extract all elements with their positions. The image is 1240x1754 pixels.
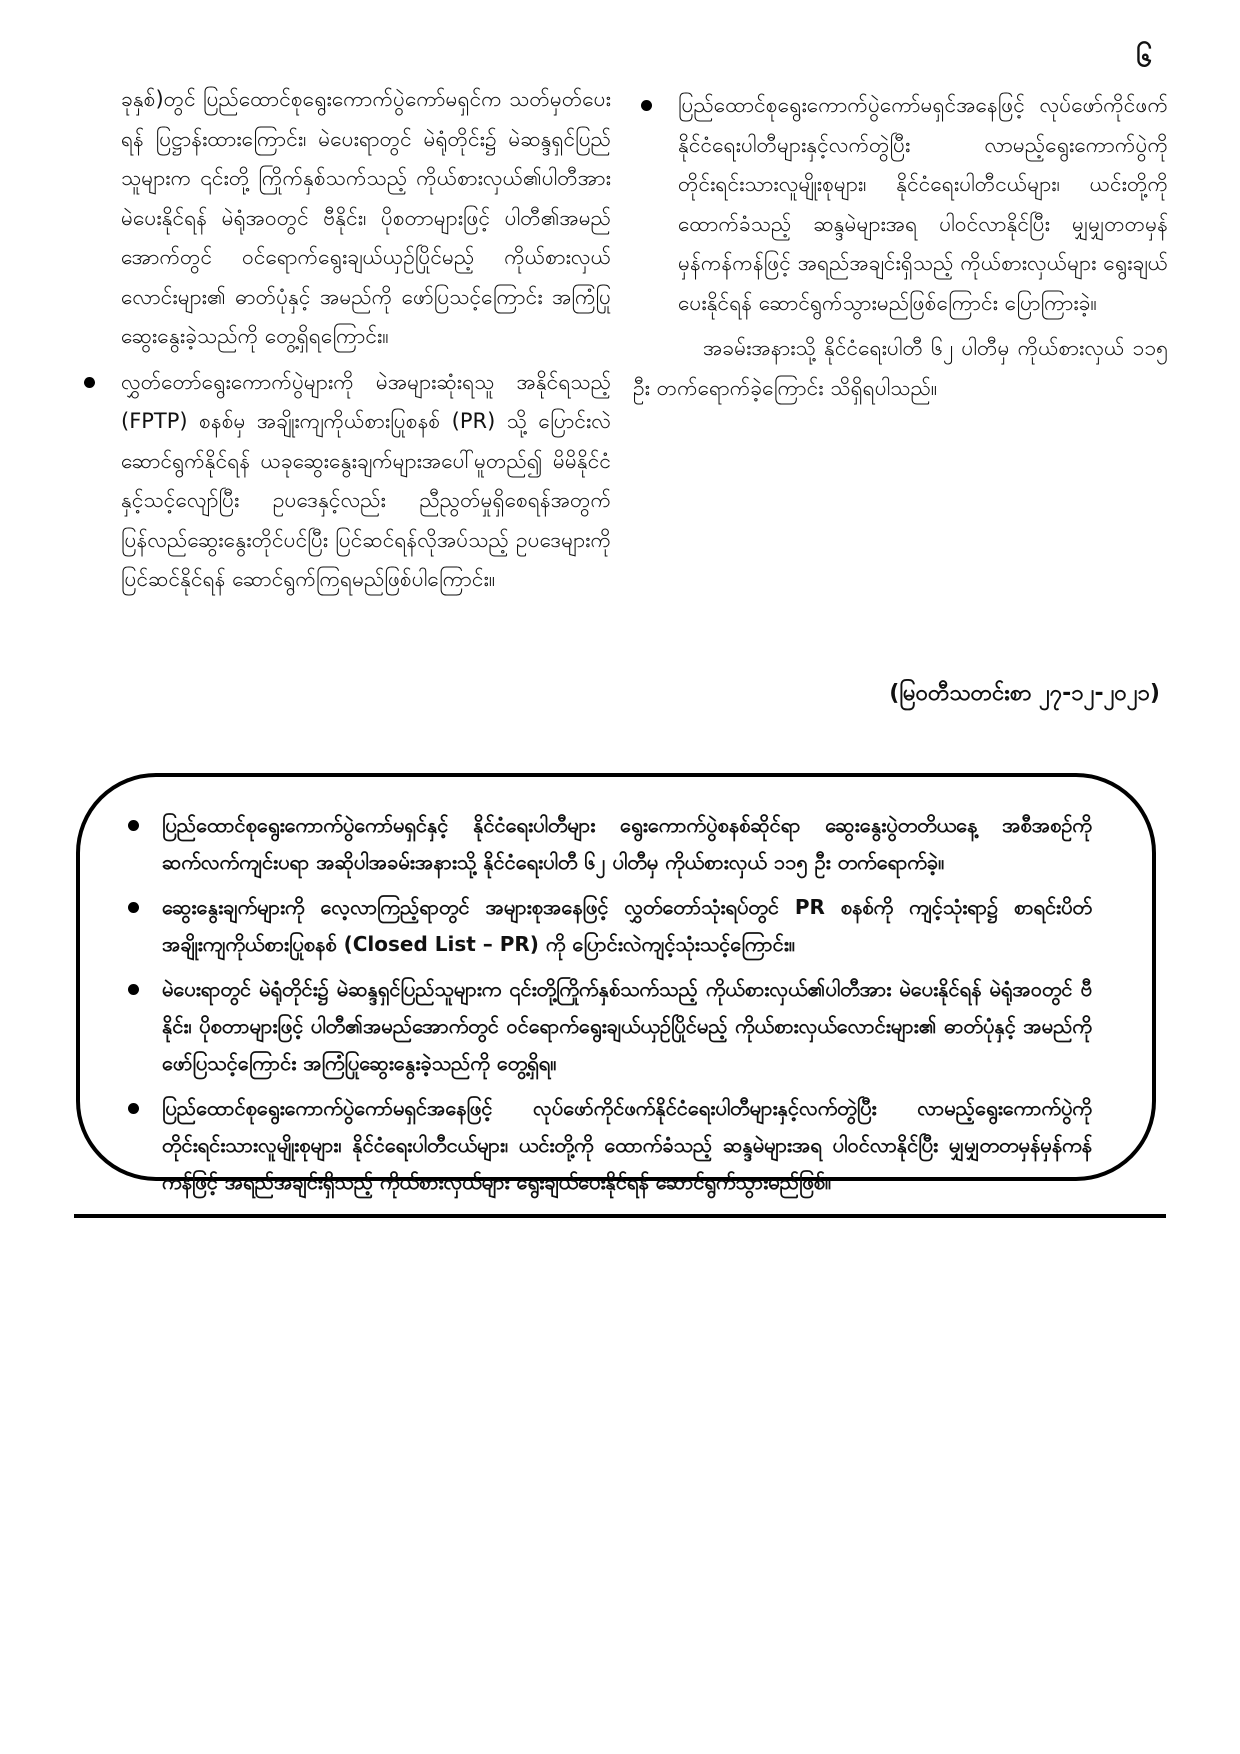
left-bullet-item xyxy=(76,363,611,600)
summary-item xyxy=(124,971,1092,1082)
bullet-icon xyxy=(128,984,139,995)
right-column xyxy=(633,80,1168,606)
left-bullet-text: လွှတ်တော်ရွေးကောက်ပွဲများကို မဲအများဆုံးရသူ အနိုင်ရသည့် (FPTP) စနစ်မှ အချိုးကျကိုယ်စားပြုစနစ် (PR) သို့ ပြောင်းလဲဆောင်ရွက်နိုင်ရန် ယခုဆွေးနွေးချက်များအပေါ်မူတည်၍ မိမိနိုင်ငံနှင့်သင့်လျော်ပြီး ဥပဒေနှင့်လည်း ညီညွတ်မှုရှိစေရန်အတွက် ပြန်လည်ဆွေးနွေးတိုင်ပင်ပြီး ပြင်ဆင်ရန်လိုအပ်သည့် ဥပဒေများကို ပြင်ဆင်နိုင်ရန် ဆောင်ရွက်ကြရမည်ဖြစ်ပါကြောင်း။ xyxy=(121,369,611,591)
right-bullet-text: ပြည်ထောင်စုရွေးကောက်ပွဲကော်မရှင်အနေဖြင့် လုပ်ဖော်ကိုင်ဖက် နိုင်ငံရေးပါတီများနှင့်လက်တွဲပြီး လာမည့်ရွေးကောက်ပွဲကို တိုင်းရင်းသားလူမျိုးစုများ၊ နိုင်ငံရေးပါတီငယ်များ၊ ယင်းတို့ကို ထောက်ခံသည့် ဆန္ဒမဲများအရ ပါဝင်လာနိုင်ပြီး မျှမျှတတမှန်မှန်ကန်ကန်ဖြင့် အရည်အချင်းရှိသည့် ကိုယ်စားလှယ်များ ရွေးချယ်ပေးနိုင်ရန် ဆောင်ရွက်သွားမည်ဖြစ်ကြောင်း ပြောကြားခဲ့။ xyxy=(678,93,1168,315)
summary-box xyxy=(76,773,1156,1194)
summary-item-text: ပြည်ထောင်စုရွေးကောက်ပွဲကော်မရှင်နှင့် နိုင်ငံရေးပါတီများ ရွေးကောက်ပွဲစနစ်ဆိုင်ရာ ဆွေးနွေးပွဲတတိယနေ့ အစီအစဉ်ကို ဆက်လက်ကျင်းပရာ အဆိုပါအခမ်းအနားသို့ နိုင်ငံရေးပါတီ ၆၂ ပါတီမှ ကိုယ်စားလှယ် ၁၁၅ ဦး တက်ရောက်ခဲ့။ xyxy=(162,813,1092,874)
bullet-icon xyxy=(128,1103,139,1114)
bullet-icon xyxy=(641,100,652,111)
page-number: ၆ xyxy=(1136,40,1152,73)
summary-item-text: ပြည်ထောင်စုရွေးကောက်ပွဲကော်မရှင်အနေဖြင့် လုပ်ဖော်ကိုင်ဖက်နိုင်ငံရေးပါတီများနှင့်လက်တွဲပြီး လာမည့်ရွေးကောက်ပွဲကို တိုင်းရင်းသားလူမျိုးစုများ၊ နိုင်ငံရေးပါတီငယ်များ၊ ယင်းတို့ကို ထောက်ခံသည့် ဆန္ဒမဲများအရ ပါဝင်လာနိုင်ပြီး မျှမျှတတမှန်မှန်ကန်ကန်ဖြင့် အရည်အချင်းရှိသည့် ကိုယ်စားလှယ်များ ရွေးချယ်ပေးနိုင်ရန် ဆောင်ရွက်သွားမည်ဖြစ်။ xyxy=(162,1096,1092,1194)
source-citation: (မြဝတီသတင်းစာ ၂၇-၁၂-၂၀၂၁) xyxy=(889,681,1160,706)
summary-item xyxy=(124,889,1092,963)
bullet-icon xyxy=(128,902,139,913)
summary-item-text: ဆွေးနွေးချက်များကို လေ့လာကြည့်ရာတွင် အများစုအနေဖြင့် လွှတ်တော်သုံးရပ်တွင် PR စနစ်ကို ကျင့်သုံးရာ၌ စာရင်းပိတ်အချိုးကျကိုယ်စားပြုစနစ် (Closed List – PR) ကို ပြောင်းလဲကျင့်သုံးသင့်ကြောင်း။ xyxy=(162,895,1092,956)
right-closing-paragraph: အခမ်းအနားသို့ နိုင်ငံရေးပါတီ ၆၂ ပါတီမှ ကိုယ်စားလှယ် ၁၁၅ ဦး တက်ရောက်ခဲ့ကြောင်း သိရှိရပါသည်။ xyxy=(633,336,1168,400)
bullet-icon xyxy=(128,820,139,831)
bottom-divider xyxy=(74,1214,1166,1218)
article-columns xyxy=(76,80,1168,606)
left-continued-paragraph: ခုနှစ်)တွင် ပြည်ထောင်စုရွေးကောက်ပွဲကော်မရှင်က သတ်မှတ်ပေးရန် ပြဋ္ဌာန်းထားကြောင်း၊ မဲပေးရာတွင် မဲရုံတိုင်း၌ မဲဆန္ဒရှင်ပြည်သူများက ၎င်းတို့ ကြိုက်နှစ်သက်သည့် ကိုယ်စားလှယ်၏ပါတီအား မဲပေးနိုင်ရန် မဲရုံအဝတွင် ဗီနိုင်း၊ ပိုစတာများဖြင့် ပါတီ၏အမည်အောက်တွင် ဝင်ရောက်ရွေးချယ်ယှဉ်ပြိုင်မည့် ကိုယ်စားလှယ်လောင်းများ၏ ဓာတ်ပုံနှင့် အမည်ကို ဖော်ပြသင့်ကြောင်း အကြံပြုဆွေးနွေးခဲ့သည်ကို တွေ့ရှိရကြောင်း။ xyxy=(121,87,611,348)
summary-item xyxy=(124,1090,1092,1201)
summary-item xyxy=(124,807,1092,881)
left-column xyxy=(76,80,611,606)
bullet-icon xyxy=(84,377,95,388)
summary-item-text: မဲပေးရာတွင် မဲရုံတိုင်း၌ မဲဆန္ဒရှင်ပြည်သူများက ၎င်းတို့ကြိုက်နှစ်သက်သည့် ကိုယ်စားလှယ်၏ပါတီအား မဲပေးနိုင်ရန် မဲရုံအဝတွင် ဗီနိုင်း၊ ပိုစတာများဖြင့် ပါတီ၏အမည်အောက်တွင် ဝင်ရောက်ရွေးချယ်ယှဉ်ပြိုင်မည့် ကိုယ်စားလှယ်လောင်းများ၏ ဓာတ်ပုံနှင့် အမည်ကို ဖော်ပြသင့်ကြောင်း အကြံပြုဆွေးနွေးခဲ့သည်ကို တွေ့ရှိရ။ xyxy=(162,977,1092,1075)
right-bullet-item xyxy=(633,86,1168,323)
